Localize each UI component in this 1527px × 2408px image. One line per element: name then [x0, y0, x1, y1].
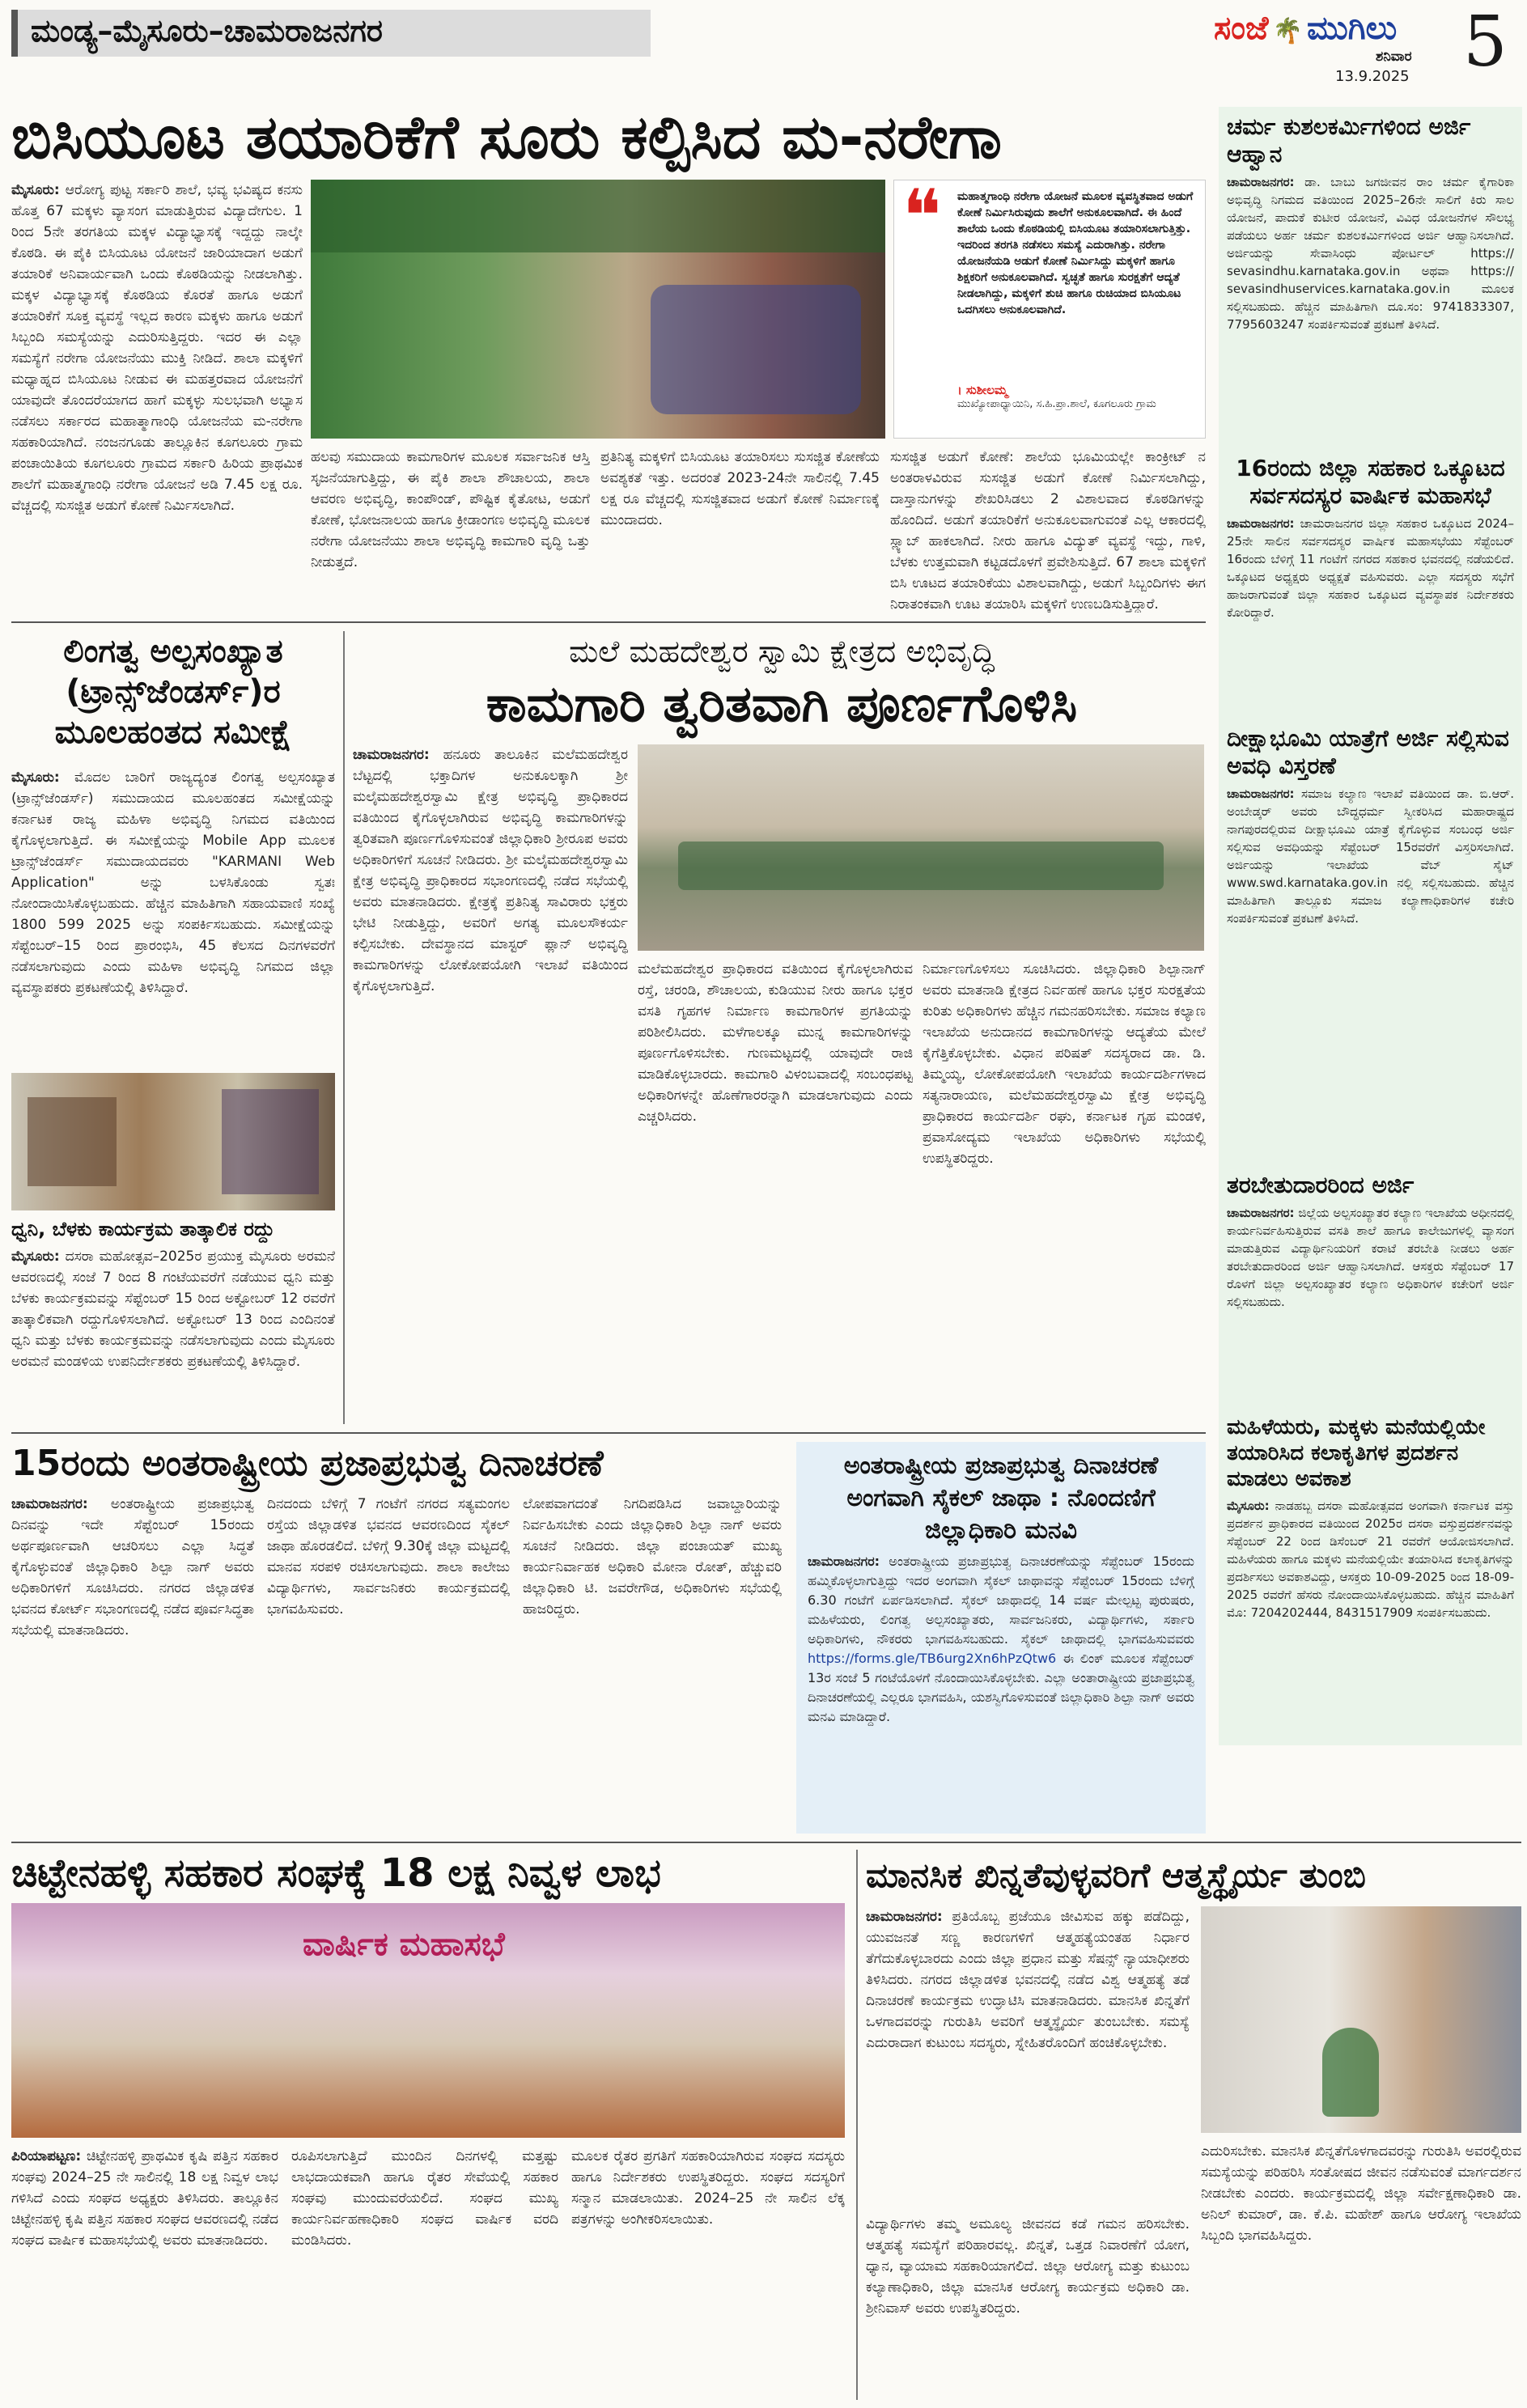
notice3-body: ಚಾಮರಾಜನಗರ: ಸಮಾಜ ಕಲ್ಯಾಣ ಇಲಾಖೆ ವತಿಯಿಂದ ಡಾ. ಬಿ.ಆರ್. ಅಂಬೇಡ್ಕರ್ ಅವರು ಬೌದ್ಧಧರ್ಮ ಸ್ವೀಕರಿಸಿದ ಮಹಾರಾಷ್ಟ್ರದ ನಾಗಪುರದಲ್ಲಿರುವ ದೀಕ್ಷಾಭೂಮಿ ಯಾತ್ರೆ ಕೈಗೊಳ್ಳುವ ಸಂಬಂಧ ಅರ್ಜಿ ಸಲ್ಲಿಸುವ ಅವಧಿಯನ್ನು ಸೆಪ್ಟೆಂಬರ್ 15ರವರೆಗೆ ವಿಸ್ತರಿಸಲಾಗಿದೆ. ಅರ್ಜಿಯನ್ನು ಇಲಾಖೆಯ ವೆಬ್ ಸೈಟ್ www.swd.karnataka.gov.in ನಲ್ಲಿ ಸಲ್ಲಿಸಬಹುದು. ಹೆಚ್ಚಿನ ಮಾಹಿತಿಗಾಗಿ ತಾಲ್ಲೂಕು ಸಮಾಜ ಕಲ್ಯಾಣಾಧಿಕಾರಿಗಳ ಕಚೇರಿ ಸಂಪರ್ಕಿಸುವಂತೆ ಪ್ರಕಟಣೆ ತಿಳಿಸಿದೆ. — [1227, 786, 1514, 926]
story2-headline: ಲಿಂಗತ್ವ ಅಲ್ಪಸಂಖ್ಯಾತ (ಟ್ರಾನ್ಸ್‌ಜೆಂಡರ್ಸ್)ರ ಮೂಲಹಂತದ ಸಮೀಕ್ಷೆ — [54, 633, 292, 751]
story4-col1: ಚಾಮರಾಜನಗರ: ಅಂತರಾಷ್ಟ್ರೀಯ ಪ್ರಜಾಪ್ರಭುತ್ವ ದಿನವನ್ನು ಇದೇ ಸೆಪ್ಟೆಂಬರ್ 15ರಂದು ಅರ್ಥಪೂರ್ಣವಾಗಿ ಆಚರಿಸಲು ಎಲ್ಲಾ ಸಿದ್ಧತೆ ಕೈಗೊಳ್ಳುವಂತೆ ಜಿಲ್ಲಾಧಿಕಾರಿ ಶಿಲ್ಪಾ ನಾಗ್ ಅವರು ಅಧಿಕಾರಿಗಳಿಗೆ ಸೂಚಿಸಿದರು. ನಗರದ ಜಿಲ್ಲಾಡಳಿತ ಭವನದ ಕೋರ್ಟ್ ಸಭಾಂಗಣದಲ್ಲಿ ನಡೆದ ಪೂರ್ವಸಿದ್ಧತಾ ಸಭೆಯಲ್ಲಿ ಮಾತನಾಡಿದರು. — [11, 1496, 254, 1639]
story7-col3: ಎದುರಿಸಬೇಕು. ಮಾನಸಿಕ ಖಿನ್ನತೆಗೊಳಗಾದವರನ್ನು ಗುರುತಿಸಿ ಅವರಲ್ಲಿರುವ ಸಮಸ್ಯೆಯನ್ನು ಪರಿಹರಿಸಿ ಸಂತೋಷದ ಜೀವನ ನಡೆಸುವಂತೆ ಮಾರ್ಗದರ್ಶನ ನೀಡಬೇಕು ಎಂದರು. ಕಾರ್ಯಕ್ರಮದಲ್ಲಿ ಜಿಲ್ಲಾ ಸರ್ವೇಕ್ಷಣಾಧಿಕಾರಿ ಡಾ. ಅನಿಲ್ ಕುಮಾರ್, ಡಾ. ಕೆ.ಪಿ. ಮಹೇಶ್ ಹಾಗೂ ಆರೋಗ್ಯ ಇಲಾಖೆಯ ಸಿಬ್ಬಂದಿ ಭಾಗವಹಿಸಿದ್ದರು. — [1201, 2143, 1521, 2244]
notice5-headline: ಮಹಿಳೆಯರು, ಮಕ್ಕಳು ಮನೆಯಲ್ಲಿಯೇ ತಯಾರಿಸಿದ ಕಲಾಕೃತಿಗಳ ಪ್ರದರ್ಶನ ಮಾಡಲು ಅವಕಾಶ — [1227, 1415, 1486, 1491]
story2-body: ಮೈಸೂರು: ಮೊದಲ ಬಾರಿಗೆ ರಾಜ್ಯದ್ಯಂತ ಲಿಂಗತ್ವ ಅಲ್ಪಸಂಖ್ಯಾತ (ಟ್ರಾನ್ಸ್‌ಜೆಂಡರ್ಸ್) ಸಮುದಾಯದ ಮೂಲಹಂತದ ಸಮೀಕ್ಷೆಯನ್ನು ಕರ್ನಾಟಕ ರಾಜ್ಯ ಮಹಿಳಾ ಅಭಿವೃದ್ಧಿ ನಿಗಮದ ವತಿಯಿಂದ ಕೈಗೊಳ್ಳಲಾಗುತ್ತಿದೆ. ಈ ಸಮೀಕ್ಷೆಯನ್ನು Mobile App ಮೂಲಕ ಟ್ರಾನ್ಸ್‌ಜೆಂಡರ್ಸ್ ಸಮುದಾಯದವರು "KARMANI Web Application" ಅನ್ನು ಬಳಸಿಕೊಂಡು ಸ್ವತಃ ನೋಂದಾಯಿಸಿಕೊಳ್ಳಬಹುದು. ಹೆಚ್ಚಿನ ಮಾಹಿತಿಗಾಗಿ ಸಹಾಯವಾಣಿ ಸಂಖ್ಯೆ 1800 599 2025 ಅನ್ನು ಸಂಪರ್ಕಿಸಬಹುದು. ಸಮೀಕ್ಷೆಯನ್ನು ಸೆಪ್ಟೆಂಬರ್–15 ರಿಂದ ಪ್ರಾರಂಭಿಸಿ, 45 ಕೆಲಸದ ದಿನಗಳವರೆಗೆ ನಡೆಸಲಾಗುವುದು ಎಂದು ಮಹಿಳಾ ಅಭಿವೃದ್ಧಿ ನಿಗಮದ ಜಿಲ್ಲಾ ವ್ಯವಸ್ಥಾಪಕರು ಪ್ರಕಟಣೆಯಲ್ಲಿ ತಿಳಿಸಿದ್ದಾರೆ. — [11, 769, 335, 996]
story6-photo-annual-meeting — [11, 1903, 845, 2138]
story7-col2: ವಿದ್ಯಾರ್ಥಿಗಳು ತಮ್ಮ ಅಮೂಲ್ಯ ಜೀವನದ ಕಡೆ ಗಮನ ಹರಿಸಬೇಕು. ಆತ್ಮಹತ್ಯೆ ಸಮಸ್ಯೆಗೆ ಪರಿಹಾರವಲ್ಲ. ಖಿನ್ನತೆ, ಒತ್ತಡ ನಿವಾರಣೆಗೆ ಯೋಗ, ಧ್ಯಾನ, ವ್ಯಾಯಾಮ ಸಹಕಾರಿಯಾಗಲಿದೆ. ಜಿಲ್ಲಾ ಆರೋಗ್ಯ ಮತ್ತು ಕುಟುಂಬ ಕಲ್ಯಾಣಾಧಿಕಾರಿ, ಜಿಲ್ಲಾ ಮಾನಸಿಕ ಆರೋಗ್ಯ ಕಾರ್ಯಕ್ರಮ ಅಧಿಕಾರಿ ಡಾ. ಶ್ರೀನಿವಾಸ್ ಅವರು ಉಪಸ್ಥಿತರಿದ್ದರು. — [866, 2216, 1190, 2317]
story1-col2: ಹಲವು ಸಮುದಾಯ ಕಾಮಗಾರಿಗಳ ಮೂಲಕ ಸರ್ವಾಜನಿಕ ಆಸ್ತಿ ಸೃಜನೆಯಾಗುತ್ತಿದ್ದು, ಈ ಪೈಕಿ ಶಾಲಾ ಶೌಚಾಲಯ, ಶಾಲಾ ಆವರಣ ಅಭಿವೃದ್ಧಿ, ಕಾಂಪೌಂಡ್, ಪೌಷ್ಟಿಕ ಕೈತೋಟ, ಅಡುಗೆ ಕೋಣೆ, ಭೋಜನಾಲಯ ಹಾಗೂ ಕ್ರೀಡಾಂಗಣ ಅಭಿವೃದ್ಧಿ ಮೂಲಕ ನರೇಗಾ ಯೋಜನೆಯು ಶಾಲಾ ಅಭಿವೃದ್ಧಿ ಕಾಮಗಾರಿ ವೃದ್ಧಿ ಒತ್ತು ನೀಡುತ್ತದೆ. — [311, 449, 590, 570]
story7-col1: ಚಾಮರಾಜನಗರ: ಪ್ರತಿಯೊಬ್ಬ ಪ್ರಜೆಯೂ ಜೀವಿಸುವ ಹಕ್ಕು ಪಡೆದಿದ್ದು, ಯುವಜನತೆ ಸಣ್ಣ ಕಾರಣಗಳಿಗೆ ಆತ್ಮಹತ್ಯೆಯಂತಹ ನಿರ್ಧಾರ ತೆಗೆದುಕೊಳ್ಳಬಾರದು ಎಂದು ಜಿಲ್ಲಾ ಪ್ರಧಾನ ಮತ್ತು ಸೆಷನ್ಸ್ ನ್ಯಾಯಾಧೀಶರು ತಿಳಿಸಿದರು. ನಗರದ ಜಿಲ್ಲಾಡಳಿತ ಭವನದಲ್ಲಿ ನಡೆದ ವಿಶ್ವ ಆತ್ಮಹತ್ಯೆ ತಡೆ ದಿನಾಚರಣೆ ಕಾರ್ಯಕ್ರಮ ಉದ್ಘಾಟಿಸಿ ಮಾತನಾಡಿದರು. ಮಾನಸಿಕ ಖಿನ್ನತೆಗೆ ಒಳಗಾದವರನ್ನು ಗುರುತಿಸಿ ಅವರಿಗೆ ಆತ್ಮಸ್ಥೈರ್ಯ ತುಂಬಬೇಕು. ಸಮಸ್ಯೆ ಎದುರಾದಾಗ ಕುಟುಂಬ ಸದಸ್ಯರು, ಸ್ನೇಹಿತರೊಂದಿಗೆ ಹಂಚಿಕೊಳ್ಳಬೇಕು. — [866, 1909, 1190, 2051]
notice2-headline: 16ರಂದು ಜಿಲ್ಲಾ ಸಹಕಾರ ಒಕ್ಕೂಟದ ಸರ್ವಸದಸ್ಯರ ವಾರ್ಷಿಕ ಮಹಾಸಭೆ — [1236, 455, 1505, 509]
story6-photo-banner: ವಾರ್ಷಿಕ ಮಹಾಸಭೆ — [303, 1926, 505, 1963]
story1-col1: ಮೈಸೂರು: ಆರೋಗ್ಯ ಪುಟ್ಟ ಸರ್ಕಾರಿ ಶಾಲೆ, ಭವ್ಯ ಭವಿಷ್ಯದ ಕನಸು ಹೊತ್ತ 67 ಮಕ್ಕಳು ವ್ಯಾಸಂಗ ಮಾಡುತ್ತಿರುವ ವಿದ್ಯಾದೇಗುಲ. 1 ರಿಂದ 5ನೇ ತರಗತಿಯ ಮಕ್ಕಳ ವಿದ್ಯಾಭ್ಯಾಸಕ್ಕೆ ಇದ್ದದ್ದು ನಾಲ್ಕೇ ಕೊಠಡಿ. ಈ ಪೈಕಿ ಬಿಸಿಯೂಟ ಯೋಜನೆ ಜಾರಿಯಾದಾಗ ಅಡುಗೆ ತಯಾರಿಕೆ ಅನಿವಾರ್ಯವಾಗಿ ಒಂದು ಕೊಠಡಿಯನ್ನು ನೀಡಲಾಗಿತ್ತು. ಮಕ್ಕಳ ವಿದ್ಯಾಭ್ಯಾಸಕ್ಕೆ ಕೊಠಡಿಯ ಕೊರತೆ ಹಾಗೂ ಅಡುಗೆ ತಯಾರಿಕೆಗೆ ಸೂಕ್ತ ವ್ಯವಸ್ಥೆ ಇಲ್ಲದ ಕಾರಣ ಮಕ್ಕಳು ಹಾಗೂ ಅಡುಗೆ ಸಿಬ್ಬಂದಿ ಸಮಸ್ಯೆಯನ್ನು ಎದುರಿಸುತ್ತಿದ್ದರು. ಇದರ ಈ ಎಲ್ಲಾ ಸಮಸ್ಯೆಗೆ ನರೇಗಾ ಯೋಜನೆಯು ಮುಕ್ತಿ ನೀಡಿದೆ. ಶಾಲಾ ಮಕ್ಕಳಿಗೆ ಮಧ್ಯಾಹ್ನದ ಬಿಸಿಯೂಟ ನೀಡುವ ಈ ಮಹತ್ತರವಾದ ಯೋಜನೆಗೆ ಯಾವುದೇ ತೊಂದರೆಯಾಗದ ಹಾಗೆ ಮಕ್ಕಳ್ಳು ಸುಲಭವಾಗಿ ಅಭ್ಯಾಸ ನಡೆಸಲು ಸರ್ಕಾರದ ಮಹಾತ್ಮಾಗಾಂಧಿ ಯೋಜನೆಯ ಮ-ನರೇಗಾ ಸಹಕಾರಿಯಾಗಿದೆ. ನಂಜನಗೂಡು ತಾಲ್ಲೂಕಿನ ಕೂಗಲೂರು ಗ್ರಾಮ ಪಂಚಾಯಿತಿಯ ಕೂಗಲೂರು ಗ್ರಾಮದ ಸರ್ಕಾರಿ ಹಿರಿಯ ಪ್ರಾಥಮಿಕ ಶಾಲೆಗೆ ಮಹಾತ್ಮಗಾಂಧಿ ನರೇಗಾ ಯೋಜನೆ ಅಡಿ 7.45 ಲಕ್ಷ ರೂ. ವೆಚ್ಚದಲ್ಲಿ ಸುಸಜ್ಜಿತ ಅಡುಗೆ ಕೋಣೆ ನಿರ್ಮಿಸಲಾಗಿದೆ. — [11, 182, 303, 514]
story7-headline: ಮಾನಸಿಕ ಖಿನ್ನತೆವುಳ್ಳವರಿಗೆ ಆತ್ಮಸ್ಥೈರ್ಯ ತುಂಬಿ — [866, 1855, 1366, 1895]
story3-headline: ಕಾಮಗಾರಿ ತ್ವರಿತವಾಗಿ ಪೂರ್ಣಗೊಳಿಸಿ — [486, 674, 1078, 733]
story3-col1: ಚಾಮರಾಜನಗರ: ಹನೂರು ತಾಲೂಕಿನ ಮಲೆಮಹದೇಶ್ವರ ಬೆಟ್ಟದಲ್ಲಿ ಭಕ್ತಾದಿಗಳ ಅನುಕೂಲಕ್ಕಾಗಿ ಶ್ರೀ ಮಲೈಮಹದೇಶ್ವರಸ್ವಾಮಿ ಕ್ಷೇತ್ರ ಅಭಿವೃದ್ಧಿ ಪ್ರಾಧಿಕಾರದ ವತಿಯಿಂದ ಕೈಗೊಳ್ಳಲಾಗಿರುವ ಅಭಿವೃದ್ಧಿ ಕಾಮಗಾರಿಗಳನ್ನು ತ್ವರಿತವಾಗಿ ಪೂರ್ಣಗೊಳಿಸುವಂತೆ ಜಿಲ್ಲಾಧಿಕಾರಿ ಶ್ರೀರೂಪ ಅವರು ಅಧಿಕಾರಿಗಳಿಗೆ ಸೂಚನೆ ನೀಡಿದರು. ಶ್ರೀ ಮಲೈಮಹದೇಶ್ವರಸ್ವಾಮಿ ಕ್ಷೇತ್ರ ಅಭಿವೃದ್ಧಿ ಪ್ರಾಧಿಕಾರದ ಸಭಾಂಗಣದಲ್ಲಿ ನಡೆದ ಸಭೆಯಲ್ಲಿ ಅವರು ಮಾತನಾಡಿದರು. ಕ್ಷೇತ್ರಕ್ಕೆ ಪ್ರತಿನಿತ್ಯ ಸಾವಿರಾರು ಭಕ್ತರು ಭೇಟಿ ನೀಡುತ್ತಿದ್ದು, ಅವರಿಗೆ ಅಗತ್ಯ ಮೂಲಸೌಕರ್ಯ ಕಲ್ಪಿಸಬೇಕು. ದೇವಸ್ಥಾನದ ಮಾಸ್ಟರ್ ಪ್ಲಾನ್ ಅಭಿವೃದ್ಧಿ ಕಾಮಗಾರಿಗಳನ್ನು ಲೋಕೋಪಯೋಗಿ ಇಲಾಖೆ ವತಿಯಿಂದ ಕೈಗೊಳ್ಳಲಾಗುತ್ತಿದೆ. — [353, 747, 628, 994]
notice4-headline: ತರಬೇತುದಾರರಿಂದ ಅರ್ಜಿ — [1227, 1172, 1415, 1198]
story1-photo-children-eating — [311, 180, 885, 439]
story2-photo-campaign — [11, 1073, 335, 1210]
notice1-body: ಚಾಮರಾಜನಗರ: ಡಾ. ಬಾಬು ಜಗಜೀವನ ರಾಂ ಚರ್ಮ ಕೈಗಾರಿಕಾ ಅಭಿವೃದ್ಧಿ ನಿಗಮದ ವತಿಯಿಂದ 2025–26ನೇ ಸಾಲಿಗೆ ಕಿರು ಸಾಲ ಯೋಜನೆ, ಪಾದುಕೆ ಕುಟೀರ ಯೋಜನೆ, ವಿವಿಧ ಯೋಜನೆಗಳ ಸೌಲಭ್ಯ ಪಡೆಯಲು ಅರ್ಹ ಚರ್ಮ ಕುಶಲಕರ್ಮಿಗಳಿಂದ ಅರ್ಜಿ ಆಹ್ವಾನಿಸಲಾಗಿದೆ. ಅರ್ಜಿಯನ್ನು ಸೇವಾಸಿಂಧು ಪೋರ್ಟಲ್ https:// sevasindhu.karnataka.gov.in ಅಥವಾ https:// sevasindhuservices.karnataka.gov.in ಮೂಲಕ ಸಲ್ಲಿಸಬಹುದು. ಹೆಚ್ಚಿನ ಮಾಹಿತಿಗಾಗಿ ದೂ.ಸಂ: 9741833307, 7795603247 ಸಂಪರ್ಕಿಸುವಂತೆ ಪ್ರಕಟಣೆ ತಿಳಿಸಿದೆ. — [1227, 175, 1514, 332]
story6-headline: ಚಿಟ್ಟೇನಹಳ್ಳಿ ಸಹಕಾರ ಸಂಘಕ್ಕೆ 18 ಲಕ್ಷ ನಿವ್ವಳ ಲಾಭ — [11, 1851, 661, 1896]
issue-day: ಶನಿವಾರ — [1376, 49, 1412, 65]
quote-mark-icon: ❝ — [902, 174, 942, 259]
story6-col2: ರೂಪಿಸಲಾಗುತ್ತಿದೆ ಮುಂದಿನ ದಿನಗಳಲ್ಲಿ ಮತ್ತಷ್ಟು ಲಾಭದಾಯಕವಾಗಿ ಹಾಗೂ ರೈತರ ಸೇವೆಯಲ್ಲಿ ಸಹಕಾರ ಸಂಘವು ಮುಂದುವರೆಯಲಿದೆ. ಸಂಘದ ಮುಖ್ಯ ಕಾರ್ಯನಿರ್ವಹಣಾಧಿಕಾರಿ ಸಂಘದ ವಾರ್ಷಿಕ ವರದಿ ಮಂಡಿಸಿದರು. — [291, 2148, 558, 2249]
section-banner — [11, 10, 651, 57]
story1-headline: ಬಿಸಿಯೂಟ ತಯಾರಿಕೆಗೆ ಸೂರು ಕಲ್ಪಿಸಿದ ಮ-ನರೇಗಾ — [11, 103, 1003, 172]
story3-photo-meeting — [638, 744, 1204, 951]
story1-quote-box — [893, 174, 1206, 439]
story5-body: ಚಾಮರಾಜನಗರ: ಅಂತರಾಷ್ಟ್ರೀಯ ಪ್ರಜಾಪ್ರಭುತ್ವ ದಿನಾಚರಣೆಯನ್ನು ಸೆಪ್ಟೆಂಬರ್ 15ರಂದು ಹಮ್ಮಿಕೊಳ್ಳಲಾಗುತ್ತಿದ್ದು ಇದರ ಅಂಗವಾಗಿ ಸೈಕಲ್ ಜಾಥಾವನ್ನು ಸೆಪ್ಟೆಂಬರ್ 15ರಂದು ಬೆಳಿಗ್ಗೆ 6.30 ಗಂಟೆಗೆ ಏರ್ಪಡಿಸಲಾಗಿದೆ. ಸೈಕಲ್ ಜಾಥಾದಲ್ಲಿ 14 ವರ್ಷ ಮೇಲ್ಪಟ್ಟ ಪುರುಷರು, ಮಹಿಳೆಯರು, ಲಿಂಗತ್ವ ಅಲ್ಪಸಂಖ್ಯಾತರು, ಸಾರ್ವಜನಿಕರು, ವಿದ್ಯಾರ್ಥಿಗಳು, ಸರ್ಕಾರಿ ಅಧಿಕಾರಿಗಳು, ನೌಕರರು ಭಾಗವಹಿಸಬಹುದು. ಸೈಕಲ್ ಜಾಥಾದಲ್ಲಿ ಭಾಗವಹಿಸುವವರು https://forms.gle/TB6urg2Xn6hPzQtw6 ಈ ಲಿಂಕ್ ಮೂಲಕ ಸೆಪ್ಟೆಂಬರ್ 13ರ ಸಂಜೆ 5 ಗಂಟೆಯೊಳಗೆ ನೊಂದಾಯಿಸಿಕೊಳ್ಳಬೇಕು. ಎಲ್ಲಾ ಅಂತಾರಾಷ್ಟ್ರೀಯ ಪ್ರಜಾಪ್ರಭುತ್ವ ದಿನಾಚರಣೆಯಲ್ಲಿ ಎಲ್ಲರೂ ಭಾಗವಹಿಸಿ, ಯಶಸ್ವಿಗೊಳಿಸುವಂತೆ ಜಿಲ್ಲಾಧಿಕಾರಿ ಶಿಲ್ಪಾ ನಾಗ್ ಅವರು ಮನವಿ ಮಾಡಿದ್ದಾರೆ. — [808, 1554, 1194, 1724]
notice4-body: ಚಾಮರಾಜನಗರ: ಜಿಲ್ಲೆಯ ಅಲ್ಪಸಂಖ್ಯಾತರ ಕಲ್ಯಾಣ ಇಲಾಖೆಯ ಅಧೀನದಲ್ಲಿ ಕಾರ್ಯನಿರ್ವಹಿಸುತ್ತಿರುವ ವಸತಿ ಶಾಲೆ ಹಾಗೂ ಕಾಲೇಜುಗಳಲ್ಲಿ ವ್ಯಾಸಂಗ ಮಾಡುತ್ತಿರುವ ವಿದ್ಯಾರ್ಥಿನಿಯರಿಗೆ ಕರಾಟೆ ತರಬೇತಿ ನೀಡಲು ಅರ್ಹ ತರಬೇತುದಾರರಿಂದ ಅರ್ಜಿ ಆಹ್ವಾನಿಸಲಾಗಿದೆ. ಆಸಕ್ತರು ಸೆಪ್ಟೆಂಬರ್ 17 ರೊಳಗೆ ಜಿಲ್ಲಾ ಅಲ್ಪಸಂಖ್ಯಾತರ ಕಲ್ಯಾಣ ಅಧಿಕಾರಿಗಳ ಕಚೇರಿಗೆ ಅರ್ಜಿ ಸಲ್ಲಿಸಬಹುದು. — [1227, 1206, 1514, 1309]
story6-col3: ಮೂಲಕ ರೈತರ ಪ್ರಗತಿಗೆ ಸಹಕಾರಿಯಾಗಿರುವ ಸಂಘದ ಸದಸ್ಯರು ಹಾಗೂ ನಿರ್ದೇಶಕರು ಉಪಸ್ಥಿತರಿದ್ದರು. ಸಂಘದ ಸದಸ್ಯರಿಗೆ ಸನ್ಮಾನ ಮಾಡಲಾಯಿತು. 2024–25 ನೇ ಸಾಲಿನ ಲೆಕ್ಕ ಪತ್ರಗಳನ್ನು ಅಂಗೀಕರಿಸಲಾಯಿತು. — [571, 2148, 845, 2228]
story1-col3: ಪ್ರತಿನಿತ್ಯ ಮಕ್ಕಳಿಗೆ ಬಿಸಿಯೂಟ ತಯಾರಿಸಲು ಸುಸಜ್ಜಿತ ಕೋಣೆಯ ಅವಶ್ಯಕತೆ ಇತ್ತು. ಅದರಂತೆ 2023-24ನೇ ಸಾಲಿನಲ್ಲಿ 7.45 ಲಕ್ಷ ರೂ ವೆಚ್ಚದಲ್ಲಿ ಸುಸಜ್ಜಿತವಾದ ಅಡುಗೆ ಕೋಣೆ ನಿರ್ಮಾಣಕ್ಕೆ ಮುಂದಾದರು. — [600, 449, 880, 528]
logo — [1214, 10, 1457, 49]
story1-col4: ಸುಸಜ್ಜಿತ ಅಡುಗೆ ಕೋಣೆ: ಶಾಲೆಯ ಭೂಮಿಯಲ್ಲೇ ಕಾಂಕ್ರೀಟ್ ನ ಅಂತರಾಳವಿರುವ ಸುಸಜ್ಜಿತ ಅಡುಗೆ ಕೋಣೆ ನಿರ್ಮಿಸಲಾಗಿದ್ದು, ದಾಸ್ತಾನುಗಳನ್ನು ಶೇಖರಿಸಿಡಲು 2 ವಿಶಾಲವಾದ ಕೊಠಡಿಗಳನ್ನು ಹೊಂದಿದೆ. ಅಡುಗೆ ತಯಾರಿಕೆಗೆ ಅನುಕೂಲವಾಗುವಂತೆ ಎಲ್ಲ ಆಕಾರದಲ್ಲಿ ಸ್ಲ್ಯಾಬ್ ಹಾಕಲಾಗಿದೆ. ನೀರು ಹಾಗೂ ವಿದ್ಯುತ್ ವ್ಯವಸ್ಥೆ ಇದ್ದು, ಗಾಳಿ, ಬೆಳಕು ಉತ್ತಮವಾಗಿ ಕಟ್ಟಡದೊಳಗೆ ಪ್ರವೇಶಿಸುತ್ತಿದೆ. 67 ಶಾಲಾ ಮಕ್ಕಳಿಗೆ ಬಿಸಿ ಊಟದ ತಯಾರಿಕೆಯು ವಿಶಾಲವಾಗಿದ್ದು, ಅಡುಗೆ ಸಿಬ್ಬಂದಿಗಳು ಈಗ ನಿರಾತಂಕವಾಗಿ ಊಟ ತಯಾರಿಸಿ ಮಕ್ಕಳಿಗೆ ಉಣಬಡಿಸುತ್ತಿದ್ದಾರೆ. — [890, 449, 1206, 613]
notice3-headline: ದೀಕ್ಷಾಭೂಮಿ ಯಾತ್ರೆಗೆ ಅರ್ಜಿ ಸಲ್ಲಿಸುವ ಅವಧಿ ವಿಸ್ತರಣೆ — [1227, 725, 1509, 779]
story3-col2: ಮಲೆಮಹದೇಶ್ವರ ಪ್ರಾಧಿಕಾರದ ವತಿಯಿಂದ ಕೈಗೊಳ್ಳಲಾಗಿರುವ ರಸ್ತೆ, ಚರಂಡಿ, ಶೌಚಾಲಯ, ಕುಡಿಯುವ ನೀರು ಹಾಗೂ ಭಕ್ತರ ವಸತಿ ಗೃಹಗಳ ನಿರ್ಮಾಣ ಕಾಮಗಾರಿಗಳ ಪ್ರಗತಿಯನ್ನು ಪರಿಶೀಲಿಸಿದರು. ಮಳೆಗಾಲಕ್ಕೂ ಮುನ್ನ ಕಾಮಗಾರಿಗಳನ್ನು ಪೂರ್ಣಗೊಳಿಸಬೇಕು. ಗುಣಮಟ್ಟದಲ್ಲಿ ಯಾವುದೇ ರಾಜಿ ಮಾಡಿಕೊಳ್ಳಬಾರದು. ಕಾಮಗಾರಿ ವಿಳಂಬವಾದಲ್ಲಿ ಸಂಬಂಧಪಟ್ಟ ಅಧಿಕಾರಿಗಳನ್ನೇ ಹೊಣೆಗಾರರನ್ನಾಗಿ ಮಾಡಲಾಗುವುದು ಎಂದು ಎಚ್ಚರಿಸಿದರು. — [638, 961, 913, 1125]
section-title: ಮಂಡ್ಯ–ಮೈಸೂರು–ಚಾಮರಾಜನಗರ — [31, 13, 383, 49]
story4-col3: ಲೋಪವಾಗದಂತೆ ನಿಗದಿಪಡಿಸಿದ ಜವಾಬ್ದಾರಿಯನ್ನು ನಿರ್ವಹಿಸಬೇಕು ಎಂದು ಜಿಲ್ಲಾಧಿಕಾರಿ ಶಿಲ್ಪಾ ನಾಗ್ ಅವರು ಸೂಚನೆ ನೀಡಿದರು. ಜಿಲ್ಲಾ ಪಂಚಾಯತ್ ಮುಖ್ಯ ಕಾರ್ಯನಿರ್ವಾಹಕ ಅಧಿಕಾರಿ ಮೋನಾ ರೋತ್, ಹೆಚ್ಚುವರಿ ಜಿಲ್ಲಾಧಿಕಾರಿ ಟಿ. ಜವರೇಗೌಡ, ಅಧಿಕಾರಿಗಳು ಸಭೆಯಲ್ಲಿ ಹಾಜರಿದ್ದರು. — [523, 1496, 782, 1617]
story7-photo-plant-inauguration — [1201, 1906, 1521, 2133]
story5-box — [796, 1442, 1206, 1834]
story5-link[interactable]: https://forms.gle/TB6urg2Xn6hPzQtw6 — [808, 1651, 1057, 1666]
logo-mugilu: ಮುಗಿಲು — [1307, 10, 1398, 47]
story4-col2: ದಿನದಂದು ಬೆಳಿಗ್ಗೆ 7 ಗಂಟೆಗೆ ನಗರದ ಸತ್ಯಮಂಗಲ ರಸ್ತೆಯ ಜಿಲ್ಲಾಡಳಿತ ಭವನದ ಆವರಣದಿಂದ ಸೈಕಲ್ ಜಾಥಾ ಹೊರಡಲಿದೆ. ಬೆಳಿಗ್ಗೆ 9.30ಕ್ಕೆ ಜಿಲ್ಲಾ ಮಟ್ಟದಲ್ಲಿ ಮಾನವ ಸರಪಳಿ ರಚಿಸಲಾಗುವುದು. ಶಾಲಾ ಕಾಲೇಜು ವಿದ್ಯಾರ್ಥಿಗಳು, ಸಾರ್ವಜನಿಕರು ಕಾರ್ಯಕ್ರಮದಲ್ಲಿ ಭಾಗವಹಿಸುವರು. — [267, 1496, 510, 1617]
page-number: 5 — [1463, 2, 1508, 83]
story3-col3: ನಿರ್ಮಾಣಗೊಳಿಸಲು ಸೂಚಿಸಿದರು. ಜಿಲ್ಲಾಧಿಕಾರಿ ಶಿಲ್ಪಾನಾಗ್ ಅವರು ಮಾತನಾಡಿ ಕ್ಷೇತ್ರದ ನಿರ್ವಹಣೆ ಹಾಗೂ ಭಕ್ತರ ಸುರಕ್ಷತೆಯ ಕುರಿತು ಅಧಿಕಾರಿಗಳು ಹೆಚ್ಚಿನ ಗಮನಹರಿಸಬೇಕು. ಸಮಾಜ ಕಲ್ಯಾಣ ಇಲಾಖೆಯ ಅನುದಾನದ ಕಾಮಗಾರಿಗಳನ್ನು ಆದ್ಯತೆಯ ಮೇಲೆ ಕೈಗೆತ್ತಿಕೊಳ್ಳಬೇಕು. ವಿಧಾನ ಪರಿಷತ್ ಸದಸ್ಯರಾದ ಡಾ. ಡಿ. ತಿಮ್ಮಯ್ಯ, ಲೋಕೋಪಯೋಗಿ ಇಲಾಖೆಯ ಕಾರ್ಯದರ್ಶಿಗಳಾದ ಸತ್ಯನಾರಾಯಣ, ಮಲೆಮಹದೇಶ್ವರಸ್ವಾಮಿ ಕ್ಷೇತ್ರ ಅಭಿವೃದ್ಧಿ ಪ್ರಾಧಿಕಾರದ ಕಾರ್ಯದರ್ಶಿ ರಘು, ಕರ್ನಾಟಕ ಗೃಹ ಮಂಡಳಿ, ಪ್ರವಾಸೋದ್ಯಮ ಇಲಾಖೆಯ ಅಧಿಕಾರಿಗಳು ಸಭೆಯಲ್ಲಿ ಉಪಸ್ಥಿತರಿದ್ದರು. — [923, 961, 1206, 1167]
notice1-url: https:// sevasindhu.karnataka.gov.in ಅಥವಾ https:// sevasindhuservices.karnataka.gov.in — [1227, 246, 1514, 296]
story3-kicker: ಮಲೆ ಮಹದೇಶ್ವರ ಸ್ವಾಮಿ ಕ್ಷೇತ್ರದ ಅಭಿವೃದ್ಧಿ — [569, 634, 995, 669]
story4-headline: 15ರಂದು ಅಂತರಾಷ್ಟ್ರೀಯ ಪ್ರಜಾಪ್ರಭುತ್ವ ದಿನಾಚರಣೆ — [11, 1443, 604, 1484]
quote-author-role: ಮುಖ್ಯೋಪಾಧ್ಯಾಯಿನಿ, ಸ.ಹಿ.ಪ್ರಾ.ಶಾಲೆ, ಕೂಗಲೂರು ಗ್ರಾಮ — [957, 398, 1156, 410]
story2-sub-headline: ಧ್ವನಿ, ಬೆಳಕು ಕಾರ್ಯಕ್ರಮ ತಾತ್ಕಾಲಿಕ ರದ್ದು — [11, 1218, 275, 1240]
palm-icon: 🌴 — [1272, 17, 1303, 45]
quote-text: ಮಹಾತ್ಮಗಾಂಧಿ ನರೇಗಾ ಯೋಜನೆ ಮೂಲಕ ವ್ಯವಸ್ಥಿತವಾದ ಅಡುಗೆ ಕೋಣೆ ನಿರ್ಮಿಸಿರುವುದು ಶಾಲೆಗೆ ಅನುಕೂಲವಾಗಿದೆ. ಈ ಹಿಂದೆ ಶಾಲೆಯ ಒಂದು ಕೊಠಡಿಯಲ್ಲಿ ಬಿಸಿಯೂಟ ತಯಾರಿಸಲಾಗುತ್ತಿತ್ತು. ಇದರಿಂದ ತರಗತಿ ನಡೆಸಲು ಸಮಸ್ಯೆ ಎದುರಾಗಿತ್ತು. ನರೇಗಾ ಯೋಜನೆಯಡಿ ಅಡುಗೆ ಕೋಣೆ ನಿರ್ಮಿಸಿದ್ದು ಮಕ್ಕಳಿಗೆ ಹಾಗೂ ಶಿಕ್ಷಕರಿಗೆ ಅನುಕೂಲವಾಗಿದೆ. ಸ್ವಚ್ಛತೆ ಹಾಗೂ ಸುರಕ್ಷತೆಗೆ ಆದ್ಯತೆ ನೀಡಲಾಗಿದ್ದು, ಮಕ್ಕಳಿಗೆ ಶುಚಿ ಹಾಗೂ ರುಚಿಯಾದ ಬಿಸಿಯೂಟ ಒದಗಿಸಲು ಅನುಕೂಲವಾಗಿದೆ. — [957, 190, 1194, 316]
notice2-body: ಚಾಮರಾಜನಗರ: ಚಾಮರಾಜನಗರ ಜಿಲ್ಲಾ ಸಹಕಾರ ಒಕ್ಕೂಟದ 2024–25ನೇ ಸಾಲಿನ ಸರ್ವಸದಸ್ಯರ ವಾರ್ಷಿಕ ಮಹಾಸಭೆಯು ಸೆಪ್ಟೆಂಬರ್ 16ರಂದು ಬೆಳಿಗ್ಗೆ 11 ಗಂಟೆಗೆ ನಗರದ ಸಹಕಾರ ಭವನದಲ್ಲಿ ನಡೆಯಲಿದೆ. ಒಕ್ಕೂಟದ ಅಧ್ಯಕ್ಷರು ಅಧ್ಯಕ್ಷತೆ ವಹಿಸುವರು. ಎಲ್ಲಾ ಸದಸ್ಯರು ಸಭೆಗೆ ಹಾಜರಾಗುವಂತೆ ಜಿಲ್ಲಾ ಸಹಕಾರ ಒಕ್ಕೂಟದ ವ್ಯವಸ್ಥಾಪಕ ನಿರ್ದೇಶಕರು ಕೋರಿದ್ದಾರೆ. — [1227, 516, 1514, 620]
story5-headline: ಅಂತರಾಷ್ಟ್ರೀಯ ಪ್ರಜಾಪ್ರಭುತ್ವ ದಿನಾಚರಣೆ ಅಂಗವಾಗಿ ಸೈಕಲ್ ಜಾಥಾ : ನೊಂದಣಿಗೆ ಜಿಲ್ಲಾಧಿಕಾರಿ ಮನವಿ — [843, 1452, 1159, 1545]
story2-sub-body: ಮೈಸೂರು: ದಸರಾ ಮಹೋತ್ಸವ–2025ರ ಪ್ರಯುಕ್ತ ಮೈಸೂರು ಅರಮನೆ ಆವರಣದಲ್ಲಿ ಸಂಜೆ 7 ರಿಂದ 8 ಗಂಟೆಯವರೆಗೆ ನಡೆಯುವ ಧ್ವನಿ ಮತ್ತು ಬೆಳಕು ಕಾರ್ಯಕ್ರಮವನ್ನು ಸೆಪ್ಟೆಂಬರ್ 15 ರಿಂದ ಅಕ್ಟೋಬರ್ 12 ರವರೆಗೆ ತಾತ್ಕಾಲಿಕವಾಗಿ ರದ್ದುಗೊಳಿಸಲಾಗಿದೆ. ಅಕ್ಟೋಬರ್ 13 ರಿಂದ ಎಂದಿನಂತೆ ಧ್ವನಿ ಮತ್ತು ಬೆಳಕು ಕಾರ್ಯಕ್ರಮವನ್ನು ನಡೆಸಲಾಗುವುದು ಎಂದು ಮೈಸೂರು ಅರಮನೆ ಮಂಡಳಿಯ ಉಪನಿರ್ದೇಶಕರು ಪ್ರಕಟಣೆಯಲ್ಲಿ ತಿಳಿಸಿದ್ದಾರೆ. — [11, 1249, 335, 1370]
logo-sanje: ಸಂಜೆ — [1214, 10, 1269, 47]
quote-author: । ಸುಶೀಲಮ್ಮ — [957, 383, 1008, 397]
issue-date: 13.9.2025 — [1335, 68, 1410, 85]
story6-col1: ಪಿರಿಯಾಪಟ್ಟಣ: ಚಿಟ್ಟೇನಹಳ್ಳಿ ಪ್ರಾಥಮಿಕ ಕೃಷಿ ಪತ್ತಿನ ಸಹಕಾರ ಸಂಘವು 2024–25 ನೇ ಸಾಲಿನಲ್ಲಿ 18 ಲಕ್ಷ ನಿವ್ವಳ ಲಾಭ ಗಳಿಸಿದೆ ಎಂದು ಸಂಘದ ಅಧ್ಯಕ್ಷರು ತಿಳಿಸಿದರು. ತಾಲ್ಲೂಕಿನ ಚಿಟ್ಟೇನಹಳ್ಳಿ ಕೃಷಿ ಪತ್ತಿನ ಸಹಕಾರ ಸಂಘದ ಆವರಣದಲ್ಲಿ ನಡೆದ ಸಂಘದ ವಾರ್ಷಿಕ ಮಹಾಸಭೆಯಲ್ಲಿ ಅವರು ಮಾತನಾಡಿದರು. — [11, 2148, 278, 2249]
notice5-body: ಮೈಸೂರು: ನಾಡಹಬ್ಬ ದಸರಾ ಮಹೋತ್ಸವದ ಅಂಗವಾಗಿ ಕರ್ನಾಟಕ ವಸ್ತು ಪ್ರದರ್ಶನ ಪ್ರಾಧಿಕಾರದ ವತಿಯಿಂದ 2025ರ ದಸರಾ ವಸ್ತುಪ್ರದರ್ಶನವನ್ನು ಸೆಪ್ಟೆಂಬರ್ 22 ರಿಂದ ಡಿಸೆಂಬರ್ 21 ರವರೆಗೆ ಆಯೋಜಿಸಲಾಗಿದೆ. ಮಹಿಳೆಯರು ಹಾಗೂ ಮಕ್ಕಳು ಮನೆಯಲ್ಲಿಯೇ ತಯಾರಿಸಿದ ಕಲಾಕೃತಿಗಳನ್ನು ಪ್ರದರ್ಶಿಸಲು ಅವಕಾಶವಿದ್ದು, ಆಸಕ್ತರು 10-09-2025 ರಿಂದ 18-09-2025 ರವರೆಗೆ ಹೆಸರು ನೋಂದಾಯಿಸಿಕೊಳ್ಳಬಹುದು. ಹೆಚ್ಚಿನ ಮಾಹಿತಿಗೆ ಮೊ: 7204202444, 8431517909 ಸಂಪರ್ಕಿಸಬಹುದು. — [1227, 1499, 1514, 1620]
notice1-headline: ಚರ್ಮ ಕುಶಲಕರ್ಮಿಗಳಿಂದ ಅರ್ಜಿ ಆಹ್ವಾನ — [1227, 113, 1471, 167]
notices-sidebar — [1219, 107, 1522, 1745]
